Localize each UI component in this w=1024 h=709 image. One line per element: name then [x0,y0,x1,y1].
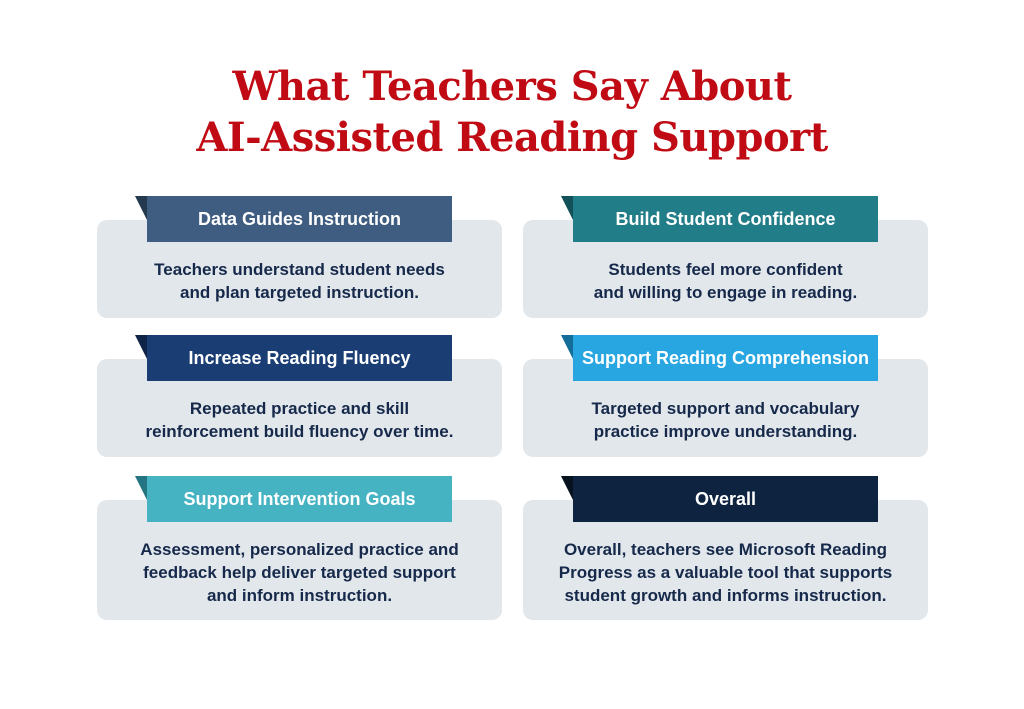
card-heading-tab [147,196,452,242]
card-text-line: Assessment, personalized practice and [140,540,459,559]
card-heading: Build Student Confidence [615,209,836,229]
card-text [541,538,910,607]
card-text-line: reinforcement build fluency over time. [145,422,454,441]
title-line-2: AI-Assisted Reading Support [196,114,828,161]
card-text [115,397,484,443]
title-line-1: What Teachers Say About [232,63,792,110]
card-heading: Support Reading Comprehension [581,348,869,368]
card-heading-tab [147,476,452,522]
card-heading-tab [573,196,878,242]
card-heading: Data Guides Instruction [197,209,402,229]
card-text-line: and plan targeted instruction. [180,283,419,302]
card-text-line: Students feel more confident [608,260,843,279]
card-text [541,258,910,304]
card-text-line: Progress as a valuable tool that supports [558,563,893,582]
card-text-line: feedback help deliver targeted support [143,563,456,582]
tab-fold [561,196,573,220]
tab-fold [135,196,147,220]
card-heading-tab [573,476,878,522]
card-text [115,538,484,607]
card-text-line: practice improve understanding. [593,422,858,441]
card-heading: Increase Reading Fluency [188,348,411,368]
card-text-line: and inform instruction. [206,586,393,605]
tab-fold [561,335,573,359]
card-text-line: Targeted support and vocabulary [591,399,860,418]
card-heading: Overall [694,489,757,509]
card-heading-tab [573,335,878,381]
card-heading-tab [147,335,452,381]
tab-fold [561,476,573,500]
card-text [541,397,910,443]
card-text [115,258,484,304]
card-text-line: Overall, teachers see Microsoft Reading [563,540,888,559]
tab-fold [135,476,147,500]
card-heading: Support Intervention Goals [183,489,416,509]
card-text-line: Teachers understand student needs [154,260,445,279]
card-text-line: Repeated practice and skill [189,399,410,418]
card-text-line: and willing to engage in reading. [593,283,858,302]
card-text-line: student growth and informs instruction. [564,586,887,605]
tab-fold [135,335,147,359]
